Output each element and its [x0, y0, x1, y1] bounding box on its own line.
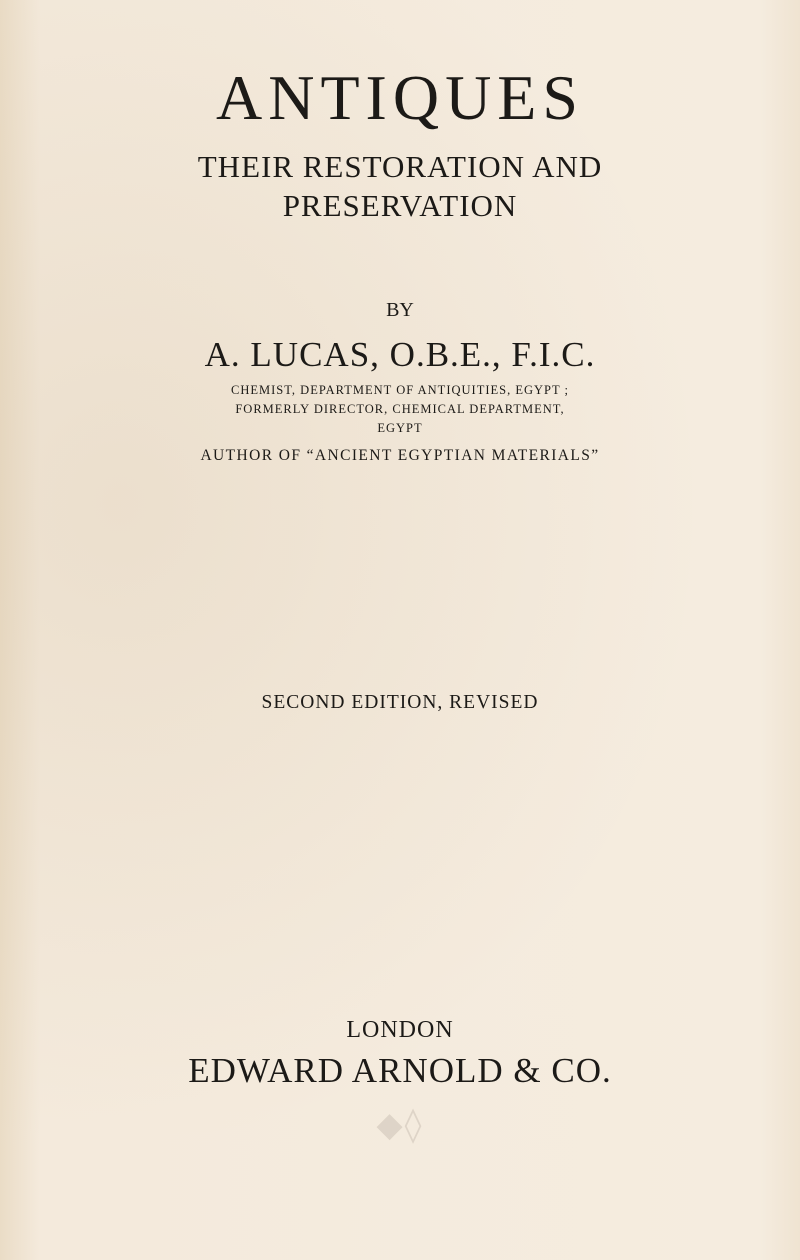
book-subtitle-line-2: PRESERVATION: [282, 188, 518, 223]
by-label: BY: [386, 299, 414, 321]
book-title: ANTIQUES: [216, 62, 584, 133]
publication-place: LONDON: [346, 1017, 454, 1043]
author-credential-line: FORMERLY DIRECTOR, CHEMICAL DEPARTMENT,: [235, 402, 565, 416]
edition-statement: SECOND EDITION, REVISED: [261, 692, 539, 713]
author-other-work: AUTHOR OF “ANCIENT EGYPTIAN MATERIALS”: [200, 447, 600, 464]
author-name: A. LUCAS, O.B.E., F.I.C.: [204, 335, 596, 374]
publisher-name: EDWARD ARNOLD & CO.: [188, 1051, 612, 1090]
author-credential-line: EGYPT: [377, 421, 423, 435]
author-credential-line: CHEMIST, DEPARTMENT OF ANTIQUITIES, EGYPT ;: [231, 383, 569, 397]
book-subtitle-line-1: THEIR RESTORATION AND: [197, 149, 603, 184]
faint-stamp-mark: ◆◊: [376, 1105, 424, 1145]
